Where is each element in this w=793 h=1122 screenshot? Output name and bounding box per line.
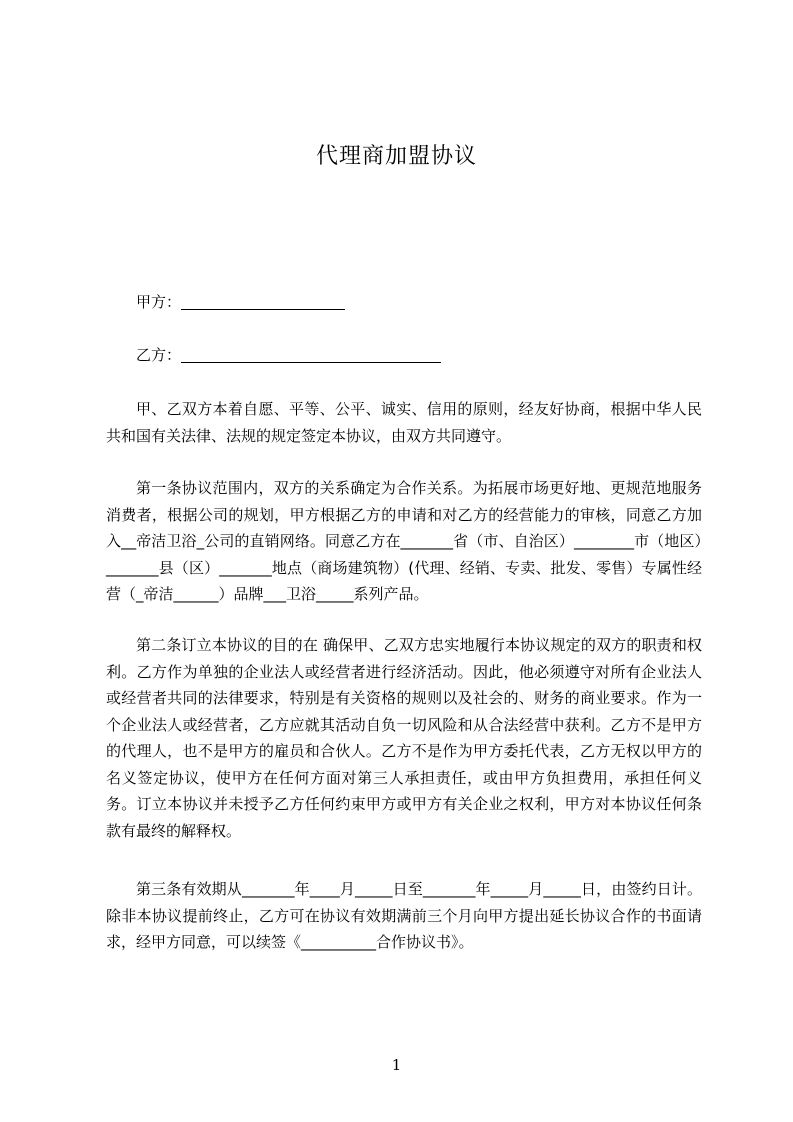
article-3: 第三条有效期从_______年____月_____日至_______年_____月_____日，由签约日计。除非本协议提前终止，乙方可在协议有效期满前三个月向甲方提出延长协议合作的书面请求，经甲方同意，可以续签《__________合作协议书》。 bbox=[106, 880, 702, 951]
party-a-blank[interactable] bbox=[181, 294, 345, 310]
page-number: 1 bbox=[391, 1056, 402, 1074]
party-b-line bbox=[136, 345, 441, 365]
party-a-label: 甲方： bbox=[136, 293, 182, 311]
party-b-blank[interactable] bbox=[181, 347, 441, 363]
party-b-label: 乙方： bbox=[136, 346, 182, 364]
document-title: 代理商加盟协议 bbox=[315, 144, 477, 169]
article-1: 第一条协议范围内，双方的关系确定为合作关系。为拓展市场更好地、更规范地服务消费者，根据公司的规划，甲方根据乙方的申请和对乙方的经营能力的审核，同意乙方加入__帝洁卫浴_公司的直销网络。同意乙方在_______省（市、自治区）________市（地区）_______县（区）_______地点（商场建筑物）(代理、经销、专卖、批发、零售）专属性经营（_帝洁______）品牌___卫浴_____系列产品。 bbox=[106, 479, 702, 603]
intro-paragraph: 甲、乙双方本着自愿、平等、公平、诚实、信用的原则，经友好协商，根据中华人民共和国有关法律、法规的规定签定本协议，由双方共同遵守。 bbox=[106, 400, 702, 445]
party-a-line bbox=[136, 292, 345, 312]
article-2: 第二条订立本协议的目的在 确保甲、乙双方忠实地履行本协议规定的双方的职责和权利。乙方作为单独的企业法人或经营者进行经济活动。因此，他必须遵守对所有企业法人或经营者共同的法律要求，特别是有关资格的规则以及社会的、财务的商业要求。作为一个企业法人或经营者，乙方应就其活动自负一切风险和从合法经营中获利。乙方不是甲方的代理人，也不是甲方的雇员和合伙人。乙方不是作为甲方委托代表，乙方无权以甲方的名义签定协议，使甲方在任何方面对第三人承担责任，或由甲方负担费用，承担任何义务。订立本协议并未授予乙方任何约束甲方或甲方有关企业之权利，甲方对本协议任何条款有最终的解释权。 bbox=[106, 636, 702, 840]
